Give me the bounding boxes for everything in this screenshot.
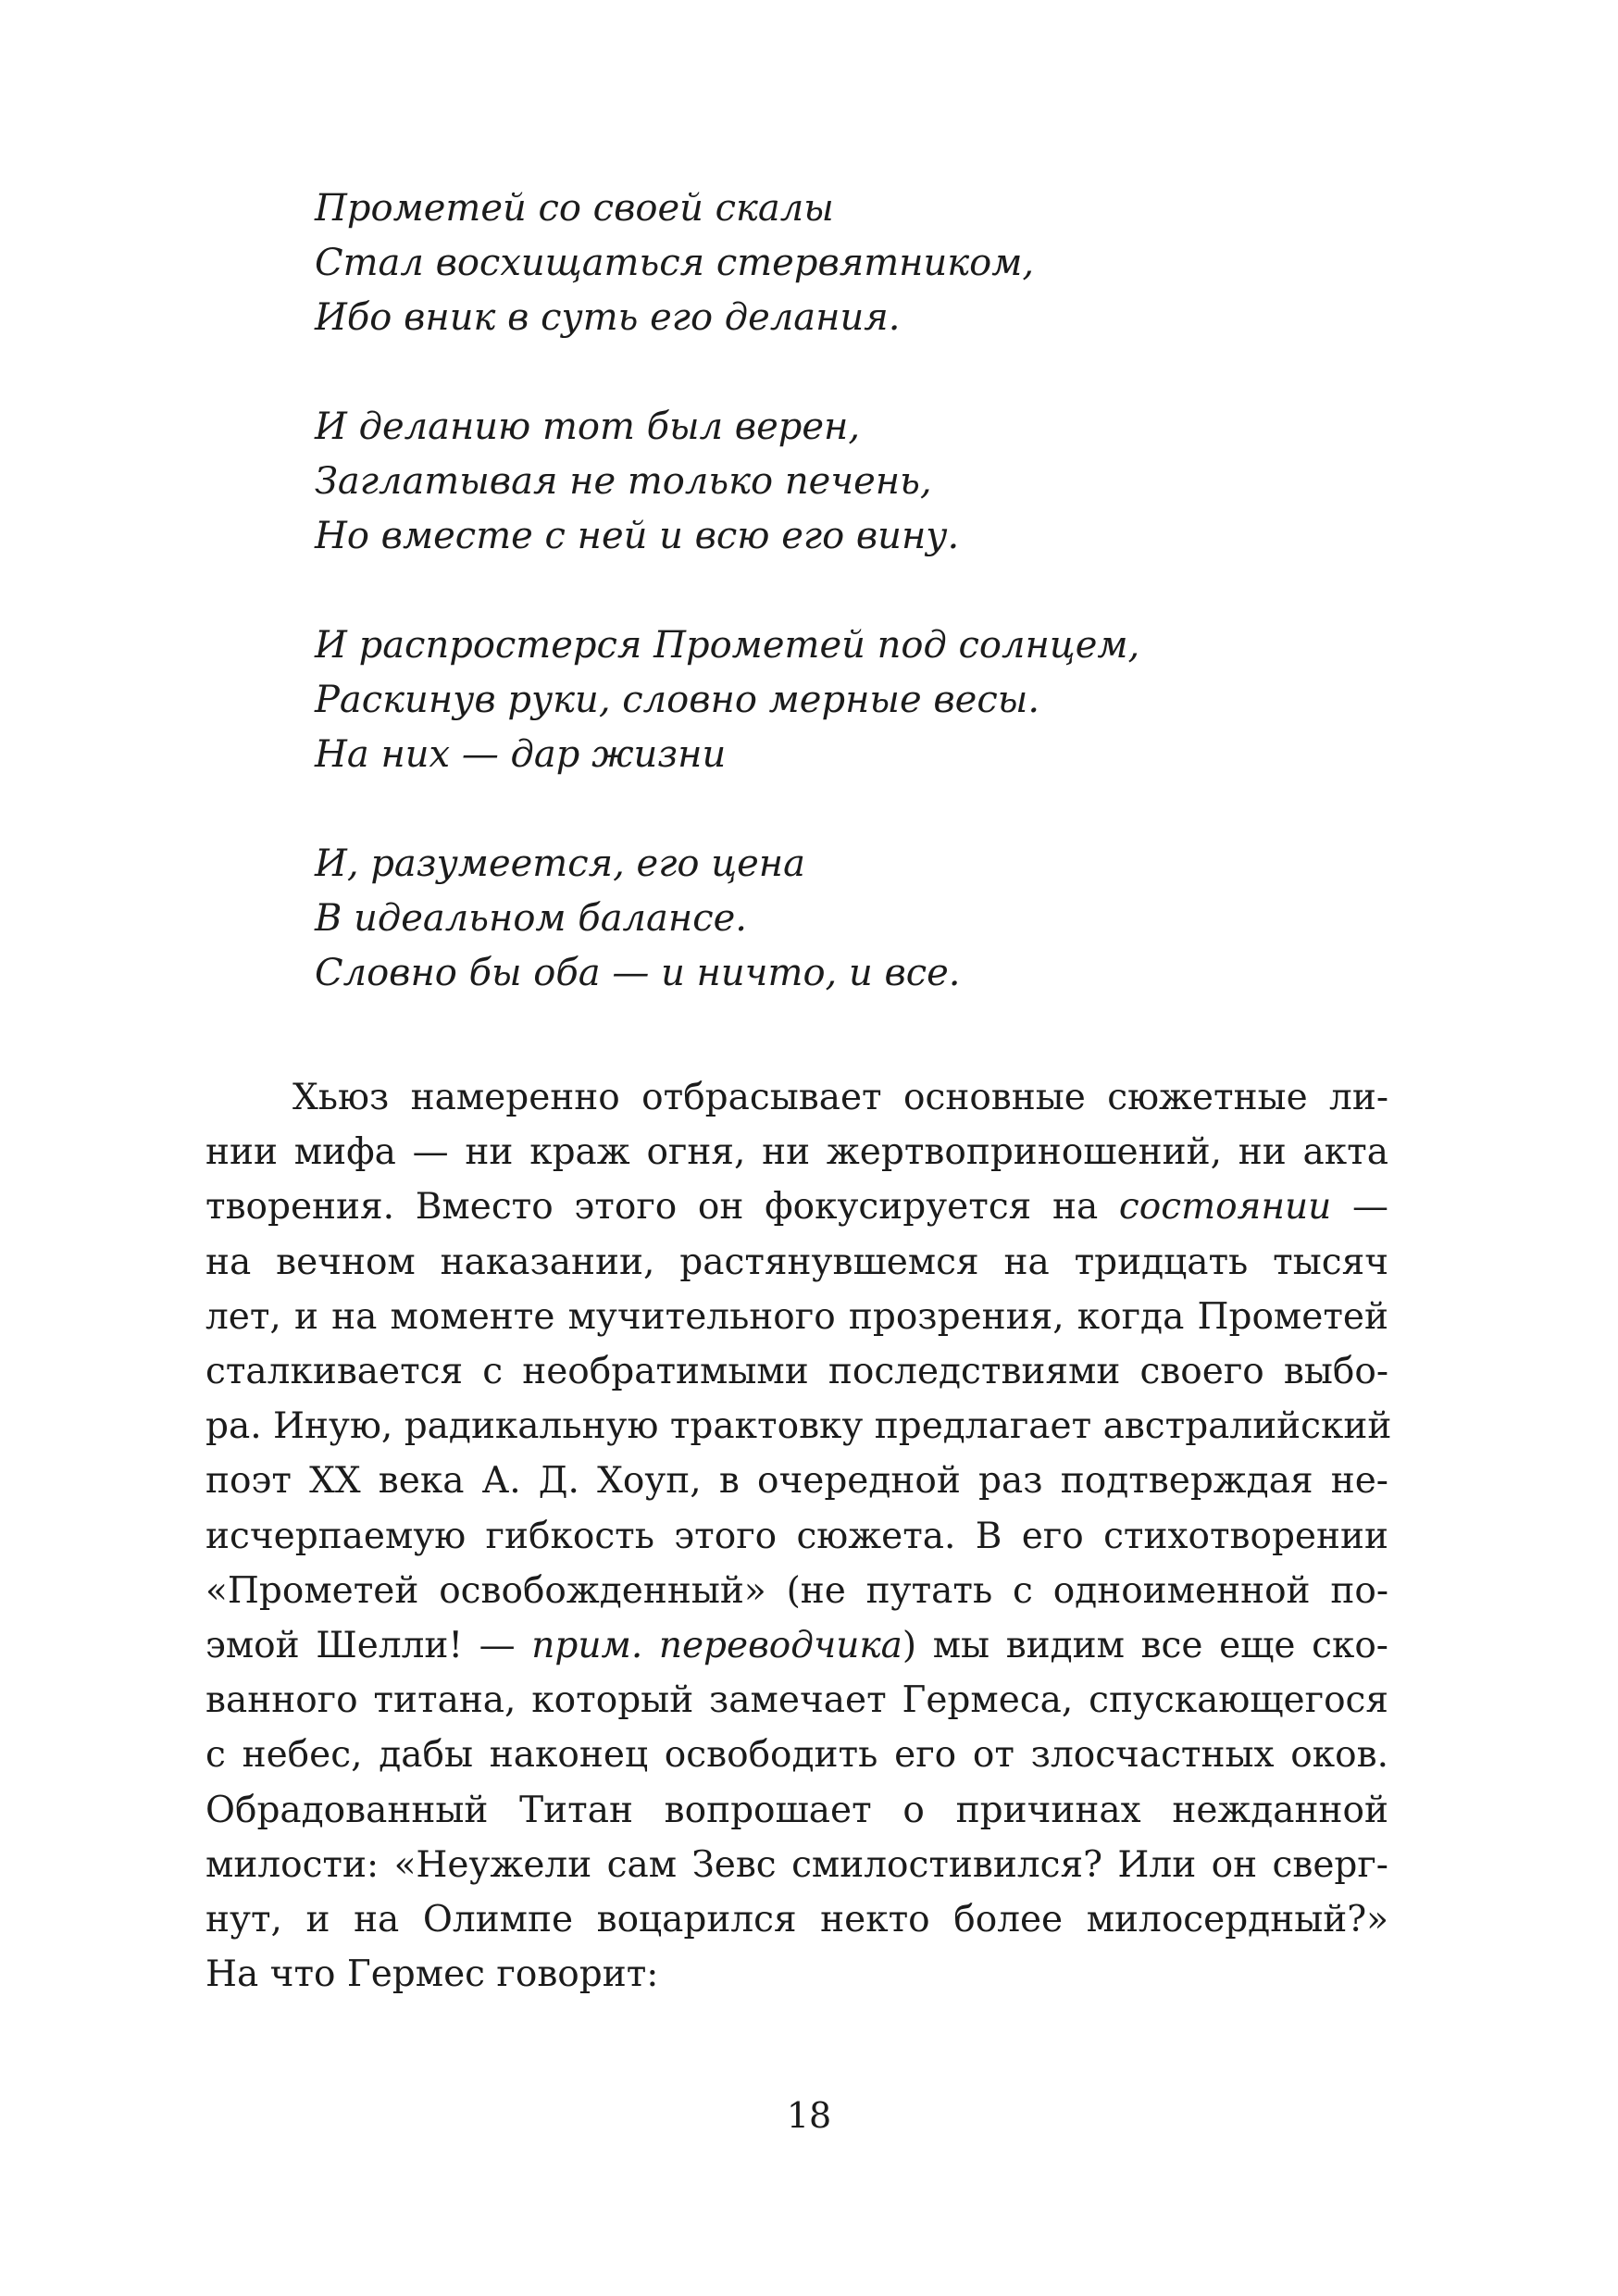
paragraph-line (205, 1783, 1388, 1838)
line-text: На что Гермес говорит: (205, 1953, 659, 1996)
line-text: — (1331, 1186, 1388, 1229)
line-text: Хьюз намеренно отбрасывает основные сюжетные ли- (292, 1077, 1388, 1118)
line-text: нут, и на Олимпе воцарился некто более милосердный?» (205, 1899, 1388, 1941)
poem-line: Ибо вник в суть его делания. (315, 296, 901, 339)
paragraph-line (205, 1509, 1388, 1564)
line-text: с небес, дабы наконец освободить его от злосчастных оков. (205, 1734, 1388, 1777)
poem-line: И, разумеется, его цена (315, 842, 805, 885)
paragraph-line (205, 1125, 1388, 1179)
poem-stanza (315, 837, 1333, 1001)
paragraph-line (205, 1235, 1388, 1290)
poem-line: Раскинув руки, словно мерные весы. (315, 679, 1040, 721)
paragraph-line (205, 1290, 1388, 1344)
paragraph-line (205, 1070, 1388, 1125)
poem-line: Прометей со своей скалы (315, 187, 834, 230)
paragraph-line (205, 1564, 1388, 1618)
paragraph-line (205, 1947, 1388, 2002)
line-text: поэт XX века А. Д. Хоуп, в очередной раз подтверждая не- (205, 1460, 1388, 1503)
poem-stanza (315, 400, 1333, 564)
paragraph-line (205, 1344, 1388, 1399)
line-text: милости: «Неужели сам Зевс смилостивился? Или он сверг- (205, 1843, 1388, 1886)
poem-line: И распростерся Прометей под солнцем, (315, 624, 1140, 667)
line-text: ванного титана, который замечает Гермеса, спускающегося (205, 1679, 1388, 1722)
line-text: исчерпаемую гибкость этого сюжета. В его стихотворении (205, 1515, 1388, 1557)
paragraph-line (205, 1618, 1388, 1673)
line-text: ра. Иную, радикальную трактовку предлагает австралийский (205, 1405, 1392, 1448)
body-paragraph (205, 1070, 1392, 2002)
poem-line: На них — дар жизни (315, 733, 727, 776)
paragraph-line (205, 1399, 1392, 1454)
line-text: эмой Шелли! — (205, 1625, 532, 1667)
poem-line: Но вместе с ней и всю его вину. (315, 515, 960, 557)
line-text: на вечном наказании, растянувшемся на тридцать тысяч (205, 1241, 1388, 1283)
poem-line: И деланию тот был верен, (315, 406, 861, 448)
page-number: 18 (786, 2095, 832, 2136)
emphasis-text: состоянии (1118, 1186, 1332, 1229)
poem-line: В идеальном балансе. (315, 897, 748, 940)
poem-line: Стал восхищаться стервятником, (315, 242, 1035, 284)
line-text: ) мы видим все еще ско- (902, 1625, 1388, 1667)
paragraph-line (205, 1892, 1388, 1947)
poem-quote (315, 181, 1333, 1001)
line-text: «Прометей освобожденный» (не путать с одноименной по- (205, 1569, 1388, 1612)
line-text: творения. Вместо этого он фокусируется на (205, 1186, 1119, 1229)
line-text: лет, и на моменте мучительного прозрения, когда Прометей (205, 1295, 1388, 1338)
poem-line: Словно бы оба — и ничто, и все. (315, 952, 961, 994)
poem-line: Заглатывая не только печень, (315, 460, 932, 503)
paragraph-line (205, 1728, 1388, 1782)
paragraph-line (205, 1179, 1388, 1234)
poem-stanza (315, 181, 1333, 345)
line-text: сталкивается с необратимыми последствиями своего выбо- (205, 1351, 1388, 1393)
poem-stanza (315, 618, 1333, 782)
paragraph-line (205, 1454, 1388, 1508)
paragraph-line (205, 1838, 1388, 1892)
emphasis-text: прим. переводчика (531, 1625, 902, 1667)
paragraph-line (205, 1673, 1388, 1728)
line-text: Обрадованный Титан вопрошает о причинах нежданной (205, 1789, 1388, 1831)
line-text: нии мифа — ни краж огня, ни жертвоприношений, ни акта (205, 1131, 1388, 1174)
